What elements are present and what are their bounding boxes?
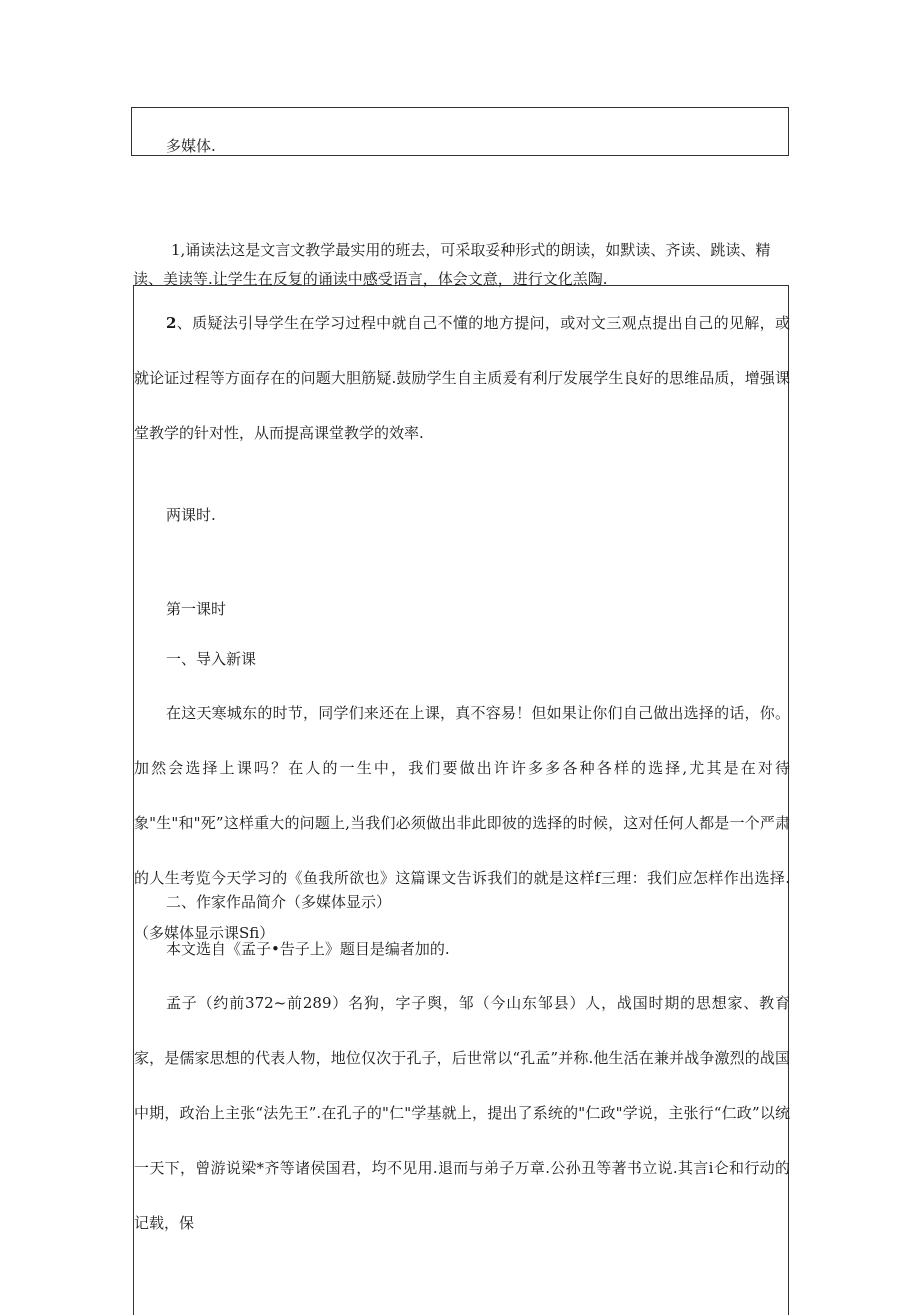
class-hours-text: 两课时. [166,506,216,524]
recitation-method-paragraph: 1,诵读法这是文言文教学最实用的班去，可采取妥种形式的朗读，如默读、齐读、跳读、精读、美读等.让学生在反复的诵读中感受语言，体会文意，进行文化羔陶. [133,241,771,288]
source-paragraph: 本文选自《孟子•告子上》题目是编者加的. [166,940,450,958]
intro-paragraph: 在这天寒城东的时节，同学们来还在上课，真不容易！但如果让你们自己做出选择的话，你。加然会选择上课吗？在人的一生中，我们要做出许许多多各种各样的选择,尤其是在对待象"生"和"死”这样重大的问题上,当我们必须做出非此即彼的选择的时候，这对任何人都是一个严肃的人生考览今天学习的《鱼我所欲也》这篇课文告诉我们的就是这样f三理：我们应怎样作出选择.（多媒体显示课Sfi） [134,704,790,942]
multimedia-text: 多媒体. [166,137,216,155]
section-intro-title: 一、导入新课 [166,650,257,668]
lesson-one-title: 第一课时 [166,600,227,618]
questioning-method-text: 、质疑法引导学生在学习过程中就自己不懂的地方提问，或对文三观点提出自己的见解，或就论证过程等方面存在的问题大胆筋疑.鼓励学生自主质爰有利厅发展学生良好的思维品质，增强课堂教学的针对性，从而提高课堂教学的效率. [134,314,790,442]
top-table-cell [131,107,789,156]
questioning-method-paragraph [134,296,790,461]
mencius-paragraph: 孟子（约前372~前289）名狗，字子舆，邹（今山东邹县）人，战国时期的思想家、教育家，是儒家思想的代表人物，地位仅次于孔子，后世常以“孔孟”并称.他生活在兼并战争激烈的战国中期，政治上主张“法先王”.在孔子的"仁"学基就上，提出了系统的"仁政"学说，主张行“仁政”以统一天下，曾游说梁*齐等诸侯国君，均不见用.退而与弟子万章.公孙丑等著书立说.其言i仑和行动的记载，保 [134,994,790,1232]
section-author-title: 二、作家作品简介（多媒体显示） [166,893,392,911]
method-number: 2 [166,314,177,332]
main-table-cell [133,285,789,1315]
